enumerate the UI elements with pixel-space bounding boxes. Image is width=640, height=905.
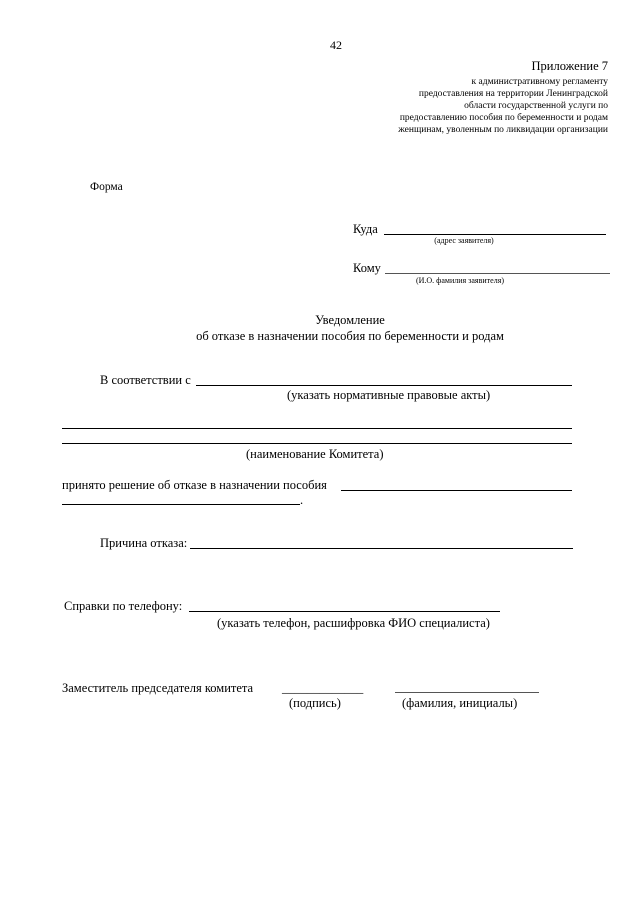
according-label: В соответствии с xyxy=(100,373,191,387)
decision-text: принято решение об отказе в назначении пособия xyxy=(62,478,327,492)
committee-hint: (наименование Комитета) xyxy=(246,447,384,461)
appendix-line: предоставления на территории Ленинградской xyxy=(418,89,608,99)
form-label: Форма xyxy=(90,181,123,193)
benefit-field-continuation xyxy=(62,504,300,505)
notice-title: Уведомление xyxy=(315,313,385,327)
committee-field-line xyxy=(62,443,572,444)
whom-field xyxy=(385,273,610,274)
phone-label: Справки по телефону: xyxy=(64,599,183,613)
whom-label: Кому xyxy=(353,261,381,275)
appendix-line: к административному регламенту xyxy=(471,77,608,87)
appendix-line: женщинам, уволенным по ликвидации организации xyxy=(398,125,608,135)
appendix-line: области государственной услуги по xyxy=(464,101,608,111)
notice-subtitle: об отказе в назначении пособия по беременности и родам xyxy=(196,329,504,343)
reason-field xyxy=(190,548,573,549)
name-hint: (фамилия, инициалы) xyxy=(402,696,518,710)
page-number: 42 xyxy=(330,38,342,52)
legal-acts-hint: (указать нормативные правовые акты) xyxy=(287,388,491,402)
legal-acts-field xyxy=(196,385,572,386)
reason-label: Причина отказа: xyxy=(100,536,188,550)
committee-field-line xyxy=(62,428,572,429)
to-address-hint: (адрес заявителя) xyxy=(434,236,494,245)
to-address-field xyxy=(384,234,606,235)
signature-hint: (подпись) xyxy=(289,696,341,710)
to-label: Куда xyxy=(353,222,378,236)
phone-field xyxy=(189,611,500,612)
appendix-line: предоставлению пособия по беременности и родам xyxy=(399,113,608,123)
decision-period: . xyxy=(300,493,304,507)
name-field xyxy=(395,692,539,693)
whom-hint: (И.О. фамилия заявителя) xyxy=(415,276,505,285)
benefit-field xyxy=(341,490,572,491)
phone-hint: (указать телефон, расшифровка ФИО специалиста) xyxy=(217,616,490,630)
appendix-title: Приложение 7 xyxy=(531,59,608,73)
signature-blank: _____________ xyxy=(282,681,364,695)
signatory-position: Заместитель председателя комитета xyxy=(62,681,254,695)
